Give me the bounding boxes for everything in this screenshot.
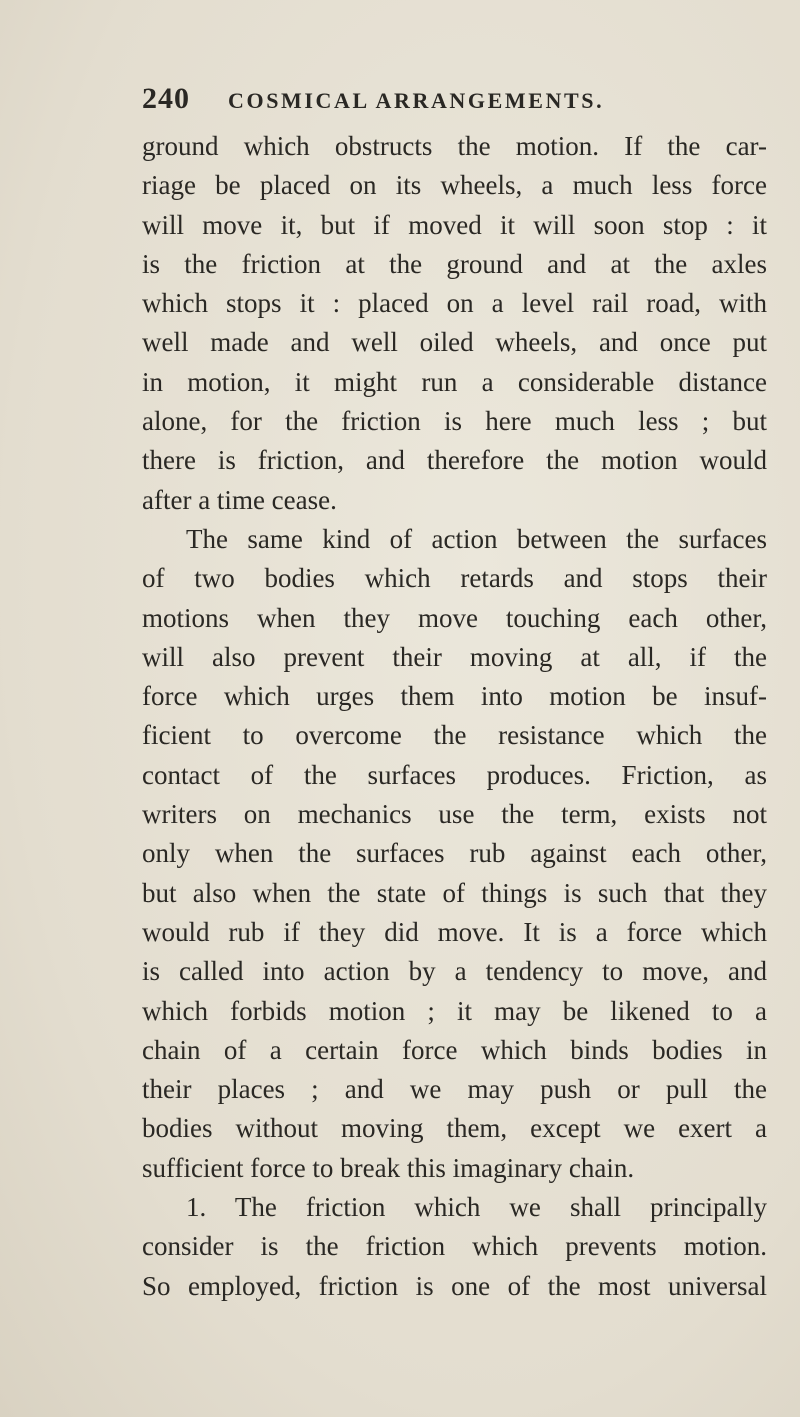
text-line: riage be placed on its wheels, a much less force <box>142 170 767 201</box>
text-line: is the friction at the ground and at the axles <box>142 248 767 279</box>
text-line: is called into action by a tendency to move, and <box>142 956 767 987</box>
text-line: well made and well oiled wheels, and once put <box>142 327 767 358</box>
text-line: only when the surfaces rub against each other, <box>142 838 767 869</box>
text-line: consider is the friction which prevents motion. <box>142 1231 767 1262</box>
page-number: 240 <box>142 82 190 115</box>
text-line: alone, for the friction is here much less ; but <box>142 406 767 437</box>
text-line: bodies without moving them, except we exert a <box>142 1113 767 1144</box>
running-title: COSMICAL ARRANGEMENTS. <box>228 88 605 113</box>
text-line: The same kind of action between the surfaces <box>186 523 767 554</box>
text-line: force which urges them into motion be insuf- <box>142 681 767 712</box>
text-line: ficient to overcome the resistance which the <box>142 720 767 751</box>
text-line: 1. The friction which we shall principally <box>186 1192 767 1223</box>
body-text <box>142 127 767 1306</box>
text-line: after a time cease. <box>142 484 337 515</box>
text-line: sufficient force to break this imaginary chain. <box>142 1152 635 1183</box>
text-line: So employed, friction is one of the most universal <box>142 1270 767 1301</box>
text-line: which stops it : placed on a level rail road, with <box>142 288 767 319</box>
text-line: of two bodies which retards and stops their <box>142 563 767 594</box>
text-line: there is friction, and therefore the motion would <box>142 445 767 476</box>
text-line: ground which obstructs the motion. If the car- <box>142 131 767 161</box>
text-line: in motion, it might run a considerable distance <box>142 366 767 397</box>
text-line: chain of a certain force which binds bodies in <box>142 1034 767 1065</box>
text-line: contact of the surfaces produces. Friction, as <box>142 759 767 790</box>
text-line: their places ; and we may push or pull the <box>142 1074 767 1105</box>
text-line: will also prevent their moving at all, if the <box>142 641 767 672</box>
text-line: which forbids motion ; it may be likened to a <box>142 995 767 1026</box>
text-line: would rub if they did move. It is a force which <box>142 916 767 947</box>
running-head <box>142 82 782 126</box>
text-line: but also when the state of things is such that they <box>142 877 767 908</box>
text-line: motions when they move touching each other, <box>142 602 767 633</box>
text-line: writers on mechanics use the term, exists not <box>142 799 767 830</box>
text-line: will move it, but if moved it will soon stop : it <box>142 209 767 240</box>
